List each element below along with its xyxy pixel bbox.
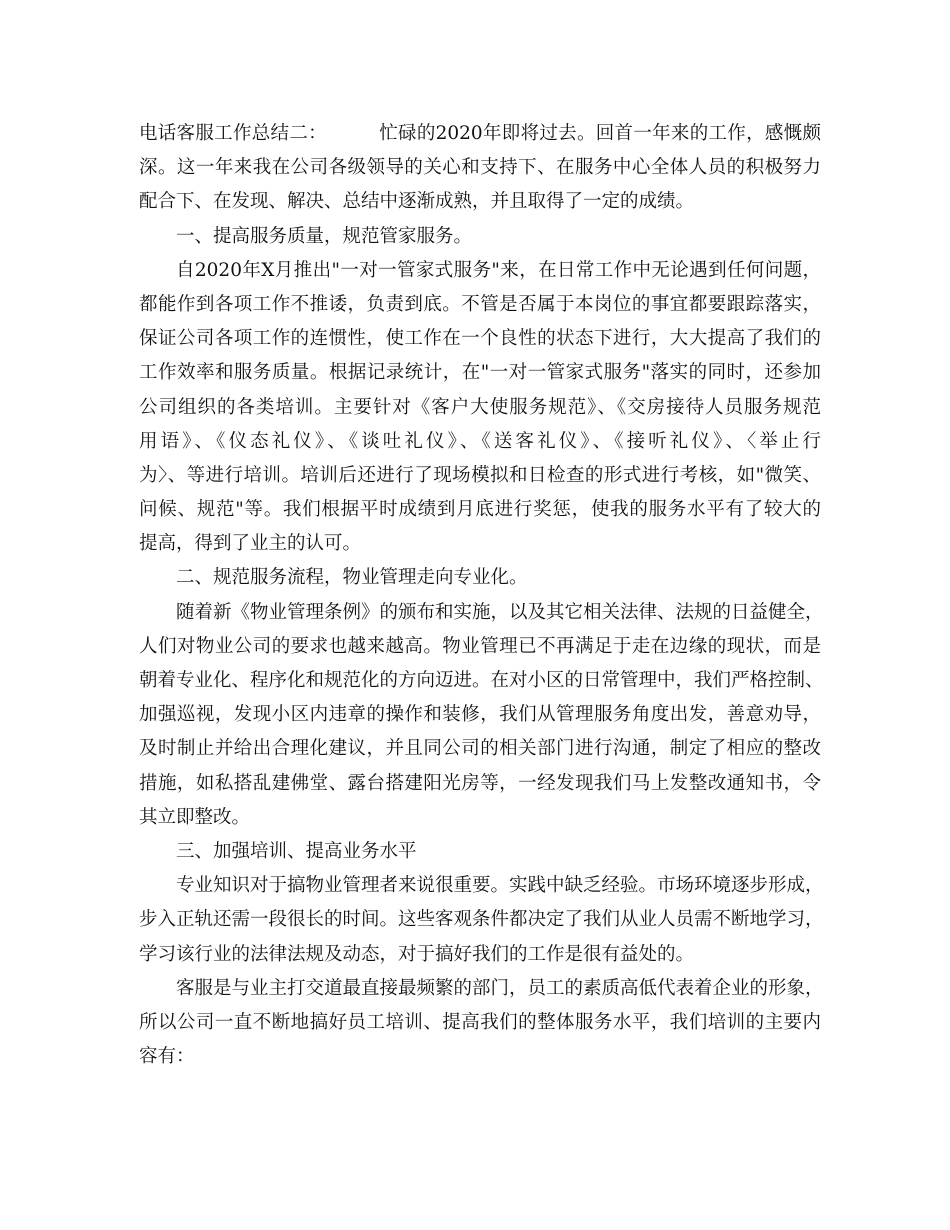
document-line: 专业知识对于搞物业管理者来说很重要。实践中缺乏经验。市场环境逐步形成，: [176, 875, 824, 897]
document-line: 自2020年X月推出"一对一管家式服务"来，在日常工作中无论遇到任何问题，: [176, 259, 821, 281]
document-line: 问候、规范"等。我们根据平时成绩到月底进行奖惩，使我的服务水平有了较大的: [139, 499, 821, 521]
document-line: 学习该行业的法律法规及动态，对于搞好我们的工作是很有益处的。: [139, 943, 695, 965]
document-line: 加强巡视，发现小区内违章的操作和装修，我们从管理服务角度出发，善意劝导，: [139, 704, 821, 726]
document-line: 及时制止并给出合理化建议，并且同公司的相关部门进行沟通，制定了相应的整改: [139, 738, 821, 760]
document-line: 所以公司一直不断地搞好员工培训、提高我们的整体服务水平，我们培训的主要内: [139, 1011, 821, 1033]
document-line: 保证公司各项工作的连惯性，使工作在一个良性的状态下进行，大大提高了我们的: [139, 328, 821, 350]
document-body: [139, 117, 824, 1074]
section-heading: 一、提高服务质量，规范管家服务。: [176, 225, 473, 247]
section-heading: 二、规范服务流程，物业管理走向专业化。: [176, 567, 528, 589]
document-line: 公司组织的各类培训。主要针对《客户大使服务规范》、《交房接待人员服务规范: [139, 396, 821, 418]
document-line: 深。这一年来我在公司各级领导的关心和支持下、在服务中心全体人员的积极努力: [139, 157, 821, 179]
document-line: 为〉、等进行培训。培训后还进行了现场模拟和日检查的形式进行考核，如"微笑、: [139, 464, 821, 486]
document-line: 提高，得到了业主的认可。: [139, 533, 362, 555]
document-line: 客服是与业主打交道最直接最频繁的部门，员工的素质高低代表着企业的形象，: [176, 977, 824, 999]
document-line: 工作效率和服务质量。根据记录统计，在"一对一管家式服务"落实的同时，还参加: [139, 362, 821, 384]
document-line: 都能作到各项工作不推诿，负责到底。不管是否属于本岗位的事宜都要跟踪落实，: [139, 293, 821, 315]
document-text: 忙碌的2020年即将过去。回首一年来的工作，感慨颇: [378, 123, 821, 144]
document-line: 其立即整改。: [139, 806, 251, 828]
document-line: 用语》、《仪态礼仪》、《谈吐礼仪》、《送客礼仪》、《接听礼仪》、〈举止行: [139, 430, 821, 452]
document-heading: 电话客服工作总结二：: [139, 123, 327, 144]
document-line: 措施，如私搭乱建佛堂、露台搭建阳光房等，一经发现我们马上发整改通知书，令: [139, 772, 821, 794]
section-heading: 三、加强培训、提高业务水平: [176, 840, 417, 862]
document-line: 人们对物业公司的要求也越来越高。物业管理已不再满足于走在边缘的现状，而是: [139, 635, 821, 657]
document-line: 随着新《物业管理条例》的颁布和实施，以及其它相关法律、法规的日益健全，: [176, 601, 824, 623]
document-line: 配合下、在发现、解决、总结中逐渐成熟，并且取得了一定的成绩。: [139, 191, 695, 213]
document-line: [139, 117, 821, 151]
document-line: 步入正轨还需一段很长的时间。这些客观条件都决定了我们从业人员需不断地学习，: [139, 909, 824, 931]
document-line: 朝着专业化、程序化和规范化的方向迈进。在对小区的日常管理中，我们严格控制、: [139, 670, 824, 691]
document-line: 容有：: [139, 1046, 195, 1068]
